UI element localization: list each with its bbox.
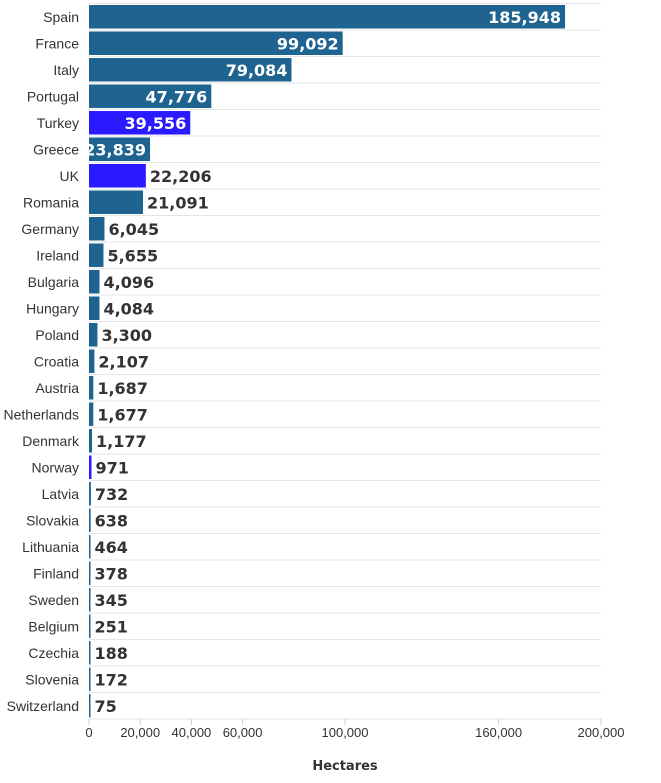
value-label-finland: 378 [94,564,128,584]
value-label-france: 99,092 [276,34,339,54]
x-tick-label: 40,000 [171,725,212,740]
category-label-finland: Finland [33,565,79,582]
bar-austria [89,376,93,400]
category-label-norway: Norway [31,459,79,476]
value-label-switzerland: 75 [94,696,117,716]
value-label-turkey: 39,556 [124,113,187,133]
value-label-latvia: 732 [94,484,129,504]
bars-group [89,5,565,718]
category-label-croatia: Croatia [33,353,79,370]
category-label-romania: Romania [22,194,79,211]
x-axis [85,719,624,740]
category-label-poland: Poland [35,326,79,343]
bar-hungary [89,297,99,321]
category-label-hungary: Hungary [26,300,79,317]
category-label-portugal: Portugal [26,88,79,105]
category-label-turkey: Turkey [36,114,79,131]
x-tick-label: 20,000 [120,725,161,740]
bar-belgium [89,615,91,639]
bar-denmark [89,429,92,453]
category-labels [4,9,80,714]
value-label-slovenia: 172 [94,670,128,690]
bar-uk [89,164,146,188]
bar-finland [89,562,91,586]
value-label-czechia: 188 [94,643,128,663]
bar-netherlands [89,403,93,427]
value-label-belgium: 251 [94,617,128,637]
value-labels [84,8,561,716]
grid-lines [89,4,601,720]
category-label-germany: Germany [21,220,79,237]
category-label-italy: Italy [53,61,79,78]
category-label-spain: Spain [43,8,79,25]
value-label-bulgaria: 4,096 [103,272,155,292]
value-label-lithuania: 464 [94,537,128,557]
category-label-belgium: Belgium [28,618,79,635]
value-label-denmark: 1,177 [96,431,147,451]
category-label-lithuania: Lithuania [22,538,79,555]
bar-slovakia [89,509,91,533]
x-tick-label: 100,000 [321,725,369,740]
bar-germany [89,217,104,241]
value-label-greece: 23,839 [84,140,147,160]
bar-norway [89,456,91,480]
value-label-italy: 79,084 [225,60,288,80]
bar-sweden [89,588,91,612]
x-tick-label: 200,000 [577,725,625,740]
category-label-netherlands: Netherlands [3,406,79,423]
bar-croatia [89,350,94,374]
category-label-latvia: Latvia [41,485,79,502]
category-label-czechia: Czechia [28,644,79,661]
value-label-poland: 3,300 [101,325,153,345]
bar-lithuania [89,535,91,559]
category-label-slovakia: Slovakia [26,512,79,529]
x-tick-label: 160,000 [475,725,523,740]
value-label-spain: 185,948 [488,7,562,27]
value-label-sweden: 345 [94,590,128,610]
bar-bulgaria [89,270,99,294]
bar-czechia [89,641,91,665]
category-label-france: France [35,35,79,52]
x-tick-label: 0 [85,725,93,740]
category-label-ireland: Ireland [36,247,79,264]
bar-latvia [89,482,91,506]
value-label-croatia: 2,107 [98,352,150,372]
bar-ireland [89,244,103,268]
value-label-slovakia: 638 [94,511,129,531]
category-label-bulgaria: Bulgaria [27,273,79,290]
bar-switzerland [89,694,91,718]
value-label-austria: 1,687 [97,378,148,398]
value-label-ireland: 5,655 [107,246,159,266]
category-label-switzerland: Switzerland [6,697,79,714]
bar-slovenia [89,668,91,692]
category-label-denmark: Denmark [22,432,79,449]
category-label-austria: Austria [35,379,79,396]
value-label-germany: 6,045 [108,219,160,239]
category-label-greece: Greece [33,141,79,158]
category-label-uk: UK [59,167,79,184]
value-label-romania: 21,091 [146,193,209,213]
bar-romania [89,191,143,215]
value-label-portugal: 47,776 [145,87,208,107]
category-label-sweden: Sweden [28,591,79,608]
x-tick-label: 60,000 [222,725,263,740]
value-label-hungary: 4,084 [103,299,155,319]
category-label-slovenia: Slovenia [25,671,79,688]
value-label-norway: 971 [95,458,129,478]
bar-poland [89,323,97,347]
value-label-uk: 22,206 [149,166,212,186]
x-axis-title: Hectares [312,759,378,774]
value-label-netherlands: 1,677 [97,405,148,425]
